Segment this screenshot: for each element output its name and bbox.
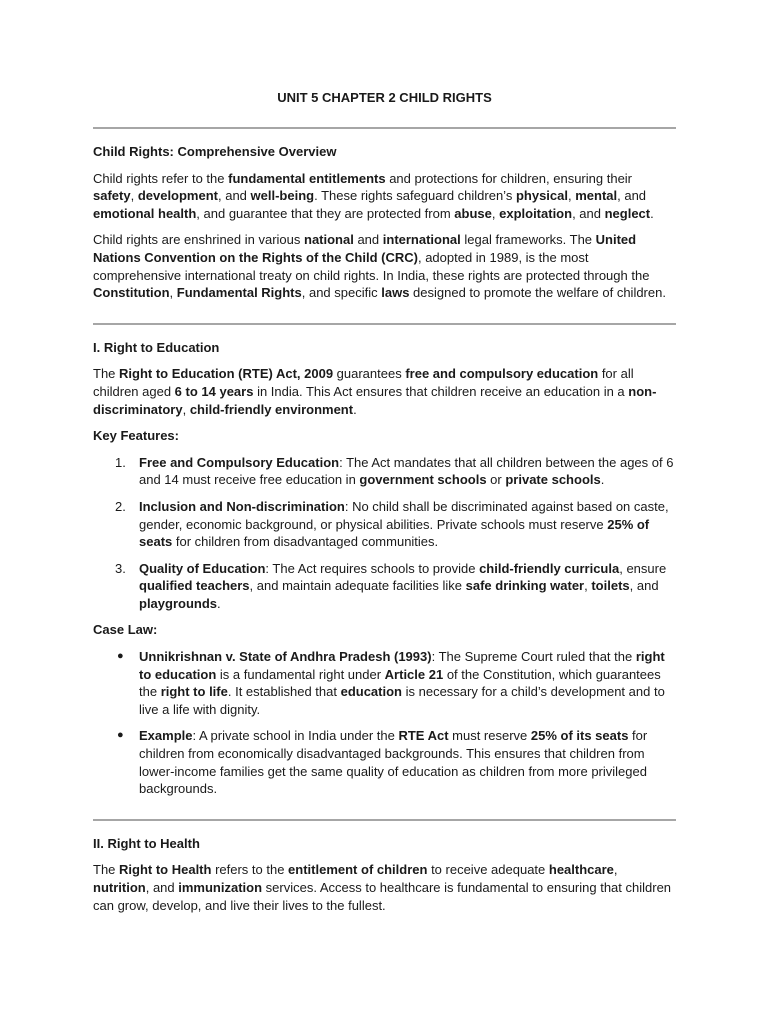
case-law-label: Case Law: <box>93 622 158 638</box>
health-intro: The Right to Health refers to the entitlement of children to receive adequate healthcare, nutrition, and immunization services. Access to healthcare is fundamental to ensuring that children can grow, develop, and live their lives to the fullest. <box>93 862 672 913</box>
bullet-icon: ● <box>117 650 124 663</box>
key-features-list <box>93 454 676 613</box>
document-title: UNIT 5 CHAPTER 2 CHILD RIGHTS <box>277 90 492 105</box>
list-item: 2. Inclusion and Non-discrimination: No child shall be discriminated against based on caste, gender, economic background, or physical abilities. Private schools must reserve 25% of seats for children from disadvantaged communities. <box>115 498 669 550</box>
overview-paragraph-2: Child rights are enshrined in various national and international legal frameworks. The United Nations Convention on the Rights of the Child (CRC), adopted in 1989, is the most comprehensive international treaty on child rights. In India, these rights are protected through the Constitution, Fundamental Rights, and specific laws designed to promote the welfare of children. <box>93 232 666 301</box>
health-heading: II. Right to Health <box>93 835 200 851</box>
list-item: ● Example: A private school in India under the RTE Act must reserve 25% of its seats for children from economically disadvantaged backgrounds. This ensures that children from lower-income families get the same quality of education as children from more privileged backgrounds. <box>117 728 648 797</box>
key-features-label: Key Features: <box>93 428 179 444</box>
list-item: ● Unnikrishnan v. State of Andhra Pradesh (1993): The Supreme Court ruled that the right to education is a fundamental right under Article 21 of the Constitution, which guarantees the right to life. It established that education is necessary for a child’s development and to live a life with dignity. <box>117 649 665 717</box>
list-number: 3. <box>115 560 126 576</box>
list-number: 1. <box>115 454 126 470</box>
list-item: 1. Free and Compulsory Education: The Act mandates that all children between the ages of 6 and 14 must receive free education in government schools or private schools. <box>115 454 674 488</box>
list-item: 3. Quality of Education: The Act requires schools to provide child-friendly curricula, ensure qualified teachers, and maintain adequate facilities like safe drinking water, toilets, and playgrounds. <box>115 560 667 611</box>
bullet-icon: ● <box>117 729 124 742</box>
document-content <box>93 89 676 914</box>
education-heading: I. Right to Education <box>93 339 220 355</box>
overview-heading: Child Rights: Comprehensive Overview <box>93 144 337 159</box>
section-divider <box>93 127 676 129</box>
case-law-list <box>93 648 676 798</box>
section-divider <box>93 819 676 821</box>
section-divider <box>93 323 676 325</box>
overview-paragraph-1: Child rights refer to the fundamental entitlements and protections for children, ensuring their safety, development, and well-being. These rights safeguard children’s physical, mental, and emotional health, and guarantee that they are protected from abuse, exploitation, and neglect. <box>93 170 654 221</box>
education-intro: The Right to Education (RTE) Act, 2009 guarantees free and compulsory education for all children aged 6 to 14 years in India. This Act ensures that children receive an education in a non-discriminatory, child-friendly environment. <box>93 366 657 417</box>
list-number: 2. <box>115 498 126 514</box>
